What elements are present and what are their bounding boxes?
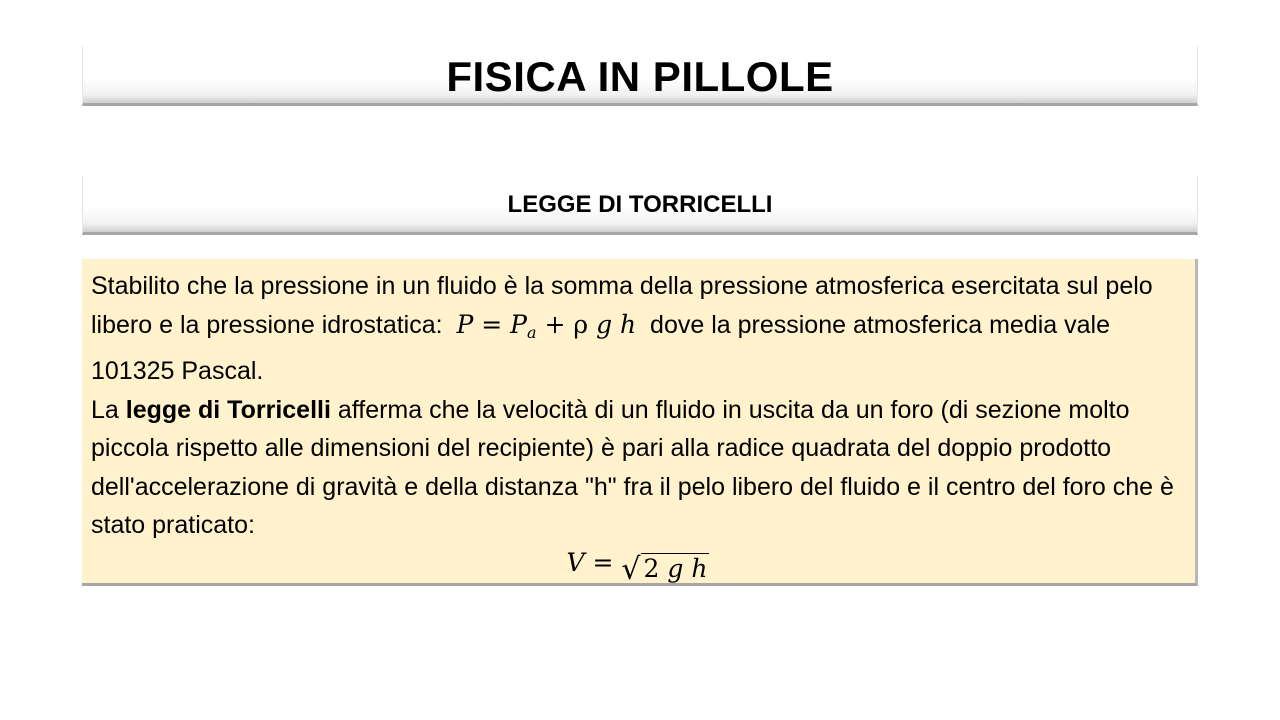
- paragraph-pressure-text-a: Stabilito che la pressione in un fluido è la somma della pressione atmosferica esercitata sul pelo libero e la pressione idrostatica:: [91, 272, 1153, 339]
- content-box: [82, 259, 1198, 586]
- paragraph-torricelli-prefix: La: [91, 395, 119, 424]
- page-title: FISICA IN PILLOLE: [446, 52, 834, 100]
- paragraph-pressure: [91, 267, 1185, 391]
- torricelli-formula: [91, 543, 1185, 587]
- radicand: 2 g h: [641, 553, 710, 584]
- pressure-formula: $P = P_a + \rho$ g h: [456, 309, 637, 342]
- sqrt-sign: √: [621, 551, 641, 587]
- subtitle-banner: [82, 175, 1198, 235]
- formula-lhs: V: [566, 547, 585, 577]
- torricelli-law-bold: legge di Torricelli: [125, 395, 331, 424]
- main-title-banner: [82, 46, 1198, 106]
- paragraph-torricelli-text: afferma che la velocità di un fluido in uscita da un foro (di sezione molto piccola rispetto alle dimensioni del recipiente) è pari alla radice quadrata del doppio prodotto dell'accelerazione di gravità e della distanza "h" fra il pelo libero del fluido e il centro del foro che è stato praticato:: [91, 395, 1174, 539]
- formula-equals: =: [592, 547, 614, 577]
- square-root: [621, 553, 709, 587]
- paragraph-torricelli: [91, 391, 1185, 545]
- paragraph-pressure-text-b: dove la pressione atmosferica media vale 101325 Pascal.: [91, 310, 1111, 385]
- section-title: LEGGE DI TORRICELLI: [507, 190, 773, 218]
